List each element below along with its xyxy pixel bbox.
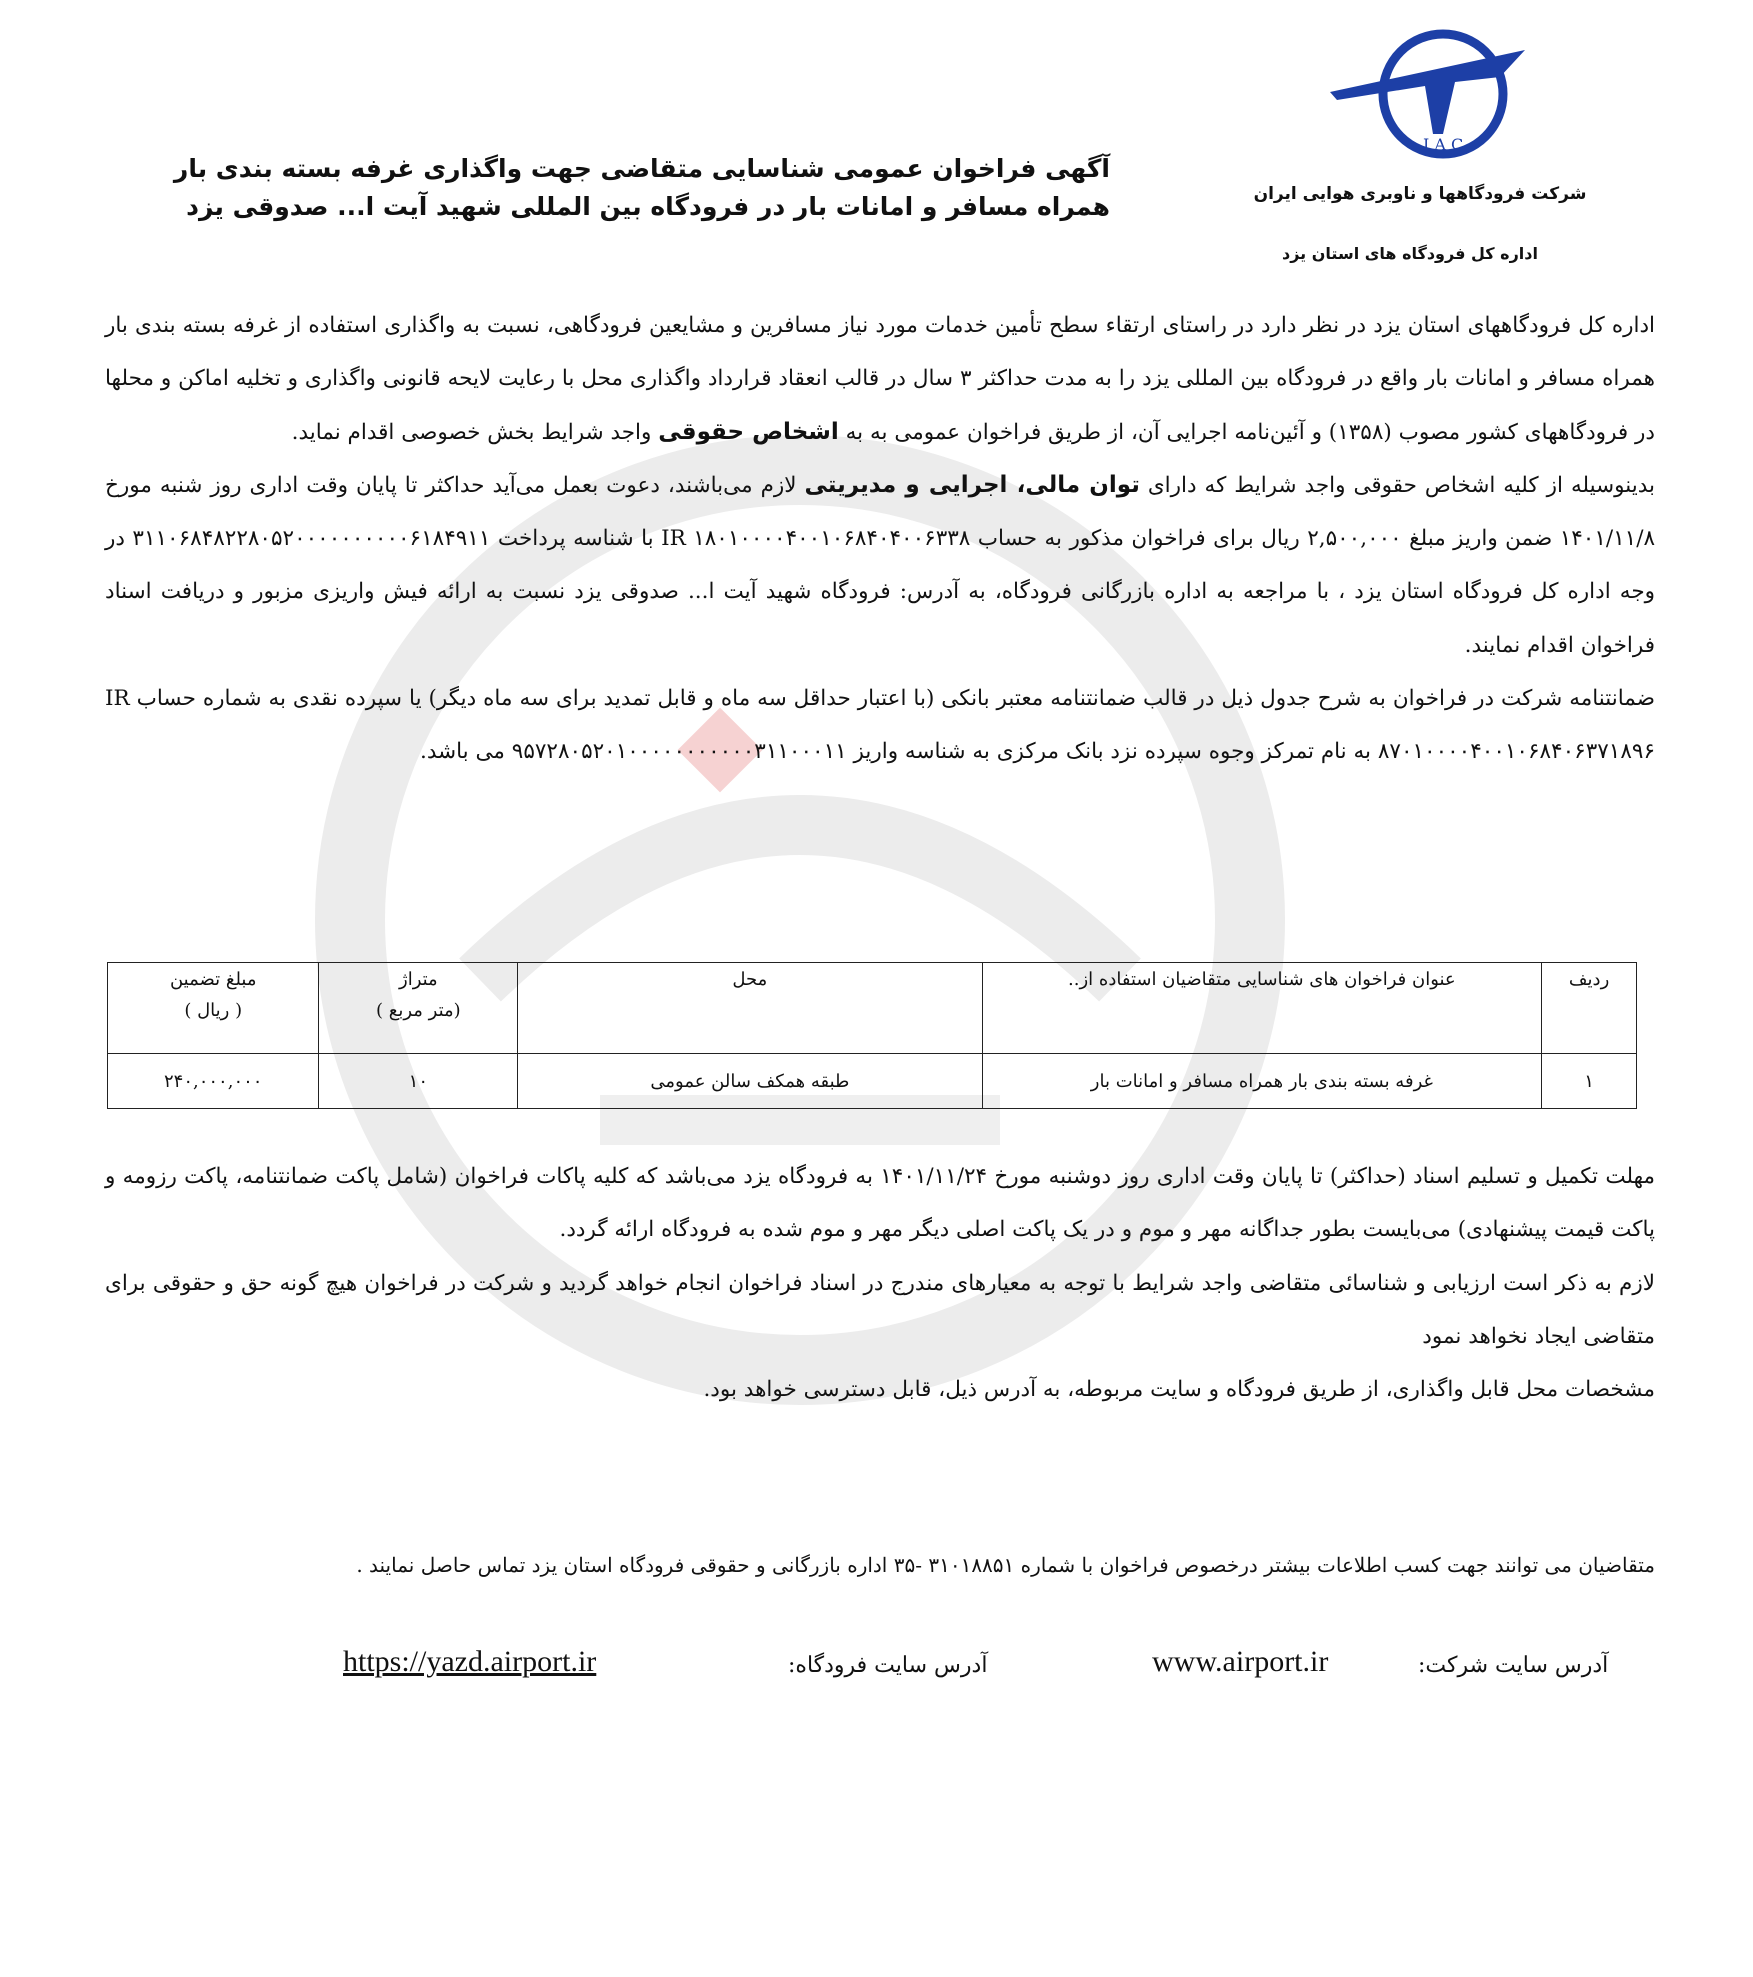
paragraph-2: بدینوسیله از کلیه اشخاص حقوقی واجد شرایط که دارای توان مالی، اجرایی و مدیریتی لازم می‌باشند، دعوت بعمل می‌آید حداکثر تا پایان وقت اداری روز شنبه مورخ ۱۴۰۱/۱۱/۸ ضمن واریز مبلغ ۲,۵۰۰,۰۰۰ ریال برای فراخوان مذکور به حساب IR ۱۸۰۱۰۰۰۰۴۰۰۱۰۶۸۴۰۴۰۰۶۳۳۸ با شناسه پرداخت ۳۱۱۰۶۸۴۸۲۲۸۰۵۲۰۰۰۰۰۰۰۰۰۰۶۱۸۴۹۱۱ در وجه اداره کل فرودگاه استان یزد ، با مراجعه به اداره بازرگانی فرودگاه، به آدرس: فرودگاه شهید آیت ا... صدوقی یزد نسبت به ارائه فیش واریزی مزبور و دریافت اسناد فراخوان اقدام نمایند. — [105, 471, 1656, 658]
paragraph-3: ضمانتنامه شرکت در فراخوان به شرح جدول ذیل در قالب ضمانتنامه معتبر بانکی (با اعتبار حداقل سه ماه و قابل تمدید برای سه ماه دیگر) یا سپرده نقدی به شماره حساب IR ۸۷۰۱۰۰۰۰۴۰۰۱۰۶۸۴۰۶۳۷۱۸۹۶ به نام تمرکز وجوه سپرده نزد بانک مرکزی به شناسه واریز ۹۵۷۲۸۰۵۲۰۱۰۰۰۰۰۰۰۰۰۰۰۳۱۱۰۰۰۱۱ می باشد. — [105, 686, 1655, 765]
cell-title: غرفه بسته بندی بار همراه مسافر و امانات بار — [982, 1054, 1542, 1109]
airport-site-label: آدرس سایت فرودگاه: — [788, 1653, 988, 1678]
paragraph-4: مهلت تکمیل و تسلیم اسناد (حداکثر) تا پایان وقت اداری روز دوشنبه مورخ ۱۴۰۱/۱۱/۲۴ به فرودگاه یزد می‌باشد که کلیه پاکات فراخوان (شامل پاکت ضمانتنامه، پاکت رزومه و پاکت قیمت پیشنهادی) می‌بایست بطور جداگانه مهر و موم و در یک پاکت اصلی دیگر مهر و موم شده به فرودگاه ارائه گردد. — [105, 1164, 1655, 1243]
emphasis-legal-entities: اشخاص حقوقی — [658, 418, 839, 445]
paragraph-1: اداره کل فرودگاههای استان یزد در نظر دارد در راستای ارتقاء سطح تأمین خدمات مورد نیاز مسافرین و مشایعین فرودگاهی، نسبت به واگذاری استفاده از غرفه بسته بندی بار همراه مسافر و امانات بار واقع در فرودگاه بین المللی یزد را به مدت حداکثر ۳ سال در قالب انعقاد قرارداد واگذاری محل با رعایت لایحه قانونی واگذاری و تخلیه اماکن و محلها در فرودگاههای کشور مصوب (۱۳۵۸) و آئین‌نامه اجرایی آن، از طریق فراخوان عمومی به به اشخاص حقوقی واجد شرایط بخش خصوصی اقدام نماید. — [105, 313, 1655, 445]
iac-logo-icon — [1325, 22, 1535, 162]
airport-site-link[interactable]: https://yazd.airport.ir — [343, 1645, 597, 1678]
organization-name: شرکت فرودگاهها و ناوبری هوایی ایران — [1253, 184, 1587, 204]
cell-area: ۱۰ — [319, 1054, 518, 1109]
contact-paragraph: متقاضیان می توانند جهت کسب اطلاعات بیشتر درخصوص فراخوان با شماره ۳۱۰۱۸۸۵۱ -۳۵ اداره بازرگانی و حقوقی فرودگاه استان یزد تماس حاصل نمایند . — [356, 1553, 1655, 1577]
cell-amount: ۲۴۰,۰۰۰,۰۰۰ — [108, 1054, 319, 1109]
header-amount: مبلغ تضمین ( ریال ) — [108, 963, 319, 1054]
notice-body-top — [105, 299, 1655, 779]
notice-title — [150, 150, 1110, 226]
table-row — [108, 1054, 1637, 1109]
emphasis-capabilities: توان مالی، اجرایی و مدیریتی — [804, 471, 1140, 498]
header-place: محل — [518, 963, 982, 1054]
guarantee-table — [107, 962, 1637, 1109]
title-line-2: همراه مسافر و امانات بار در فرودگاه بین المللی شهید آیت ا... صدوقی یزد — [186, 192, 1110, 221]
header-area: متراژ (متر مربع ) — [319, 963, 518, 1054]
department-name: اداره کل فرودگاه های استان یزد — [1282, 244, 1538, 263]
table-header-row — [108, 963, 1637, 1054]
company-site-label: آدرس سایت شرکت: — [1418, 1653, 1609, 1678]
cell-idx: ۱ — [1542, 1054, 1637, 1109]
header-idx: ردیف — [1542, 963, 1637, 1054]
title-line-1: آگهی فراخوان عمومی شناسایی متقاضی جهت واگذاری غرفه بسته بندی بار — [173, 154, 1110, 183]
cell-place: طبقه همکف سالن عمومی — [518, 1054, 982, 1109]
header-title: عنوان فراخوان های شناسایی متقاضیان استفاده از.. — [982, 963, 1542, 1054]
company-site-link[interactable]: www.airport.ir — [1152, 1645, 1329, 1678]
paragraph-5: لازم به ذکر است ارزیابی و شناسائی متقاضی واجد شرایط با توجه به معیارهای مندرج در اسناد فراخوان انجام خواهد گردید و شرکت در فراخوان هیچ گونه حق و حقوقی برای متقاضی ایجاد نخواهد نمود — [105, 1270, 1655, 1349]
logo-text: I A C — [1423, 135, 1464, 154]
paragraph-6: مشخصات محل قابل واگذاری، از طریق فرودگاه و سایت مربوطه، به آدرس ذیل، قابل دسترسی خواهد بود. — [703, 1377, 1655, 1403]
notice-body-bottom — [105, 1150, 1655, 1416]
